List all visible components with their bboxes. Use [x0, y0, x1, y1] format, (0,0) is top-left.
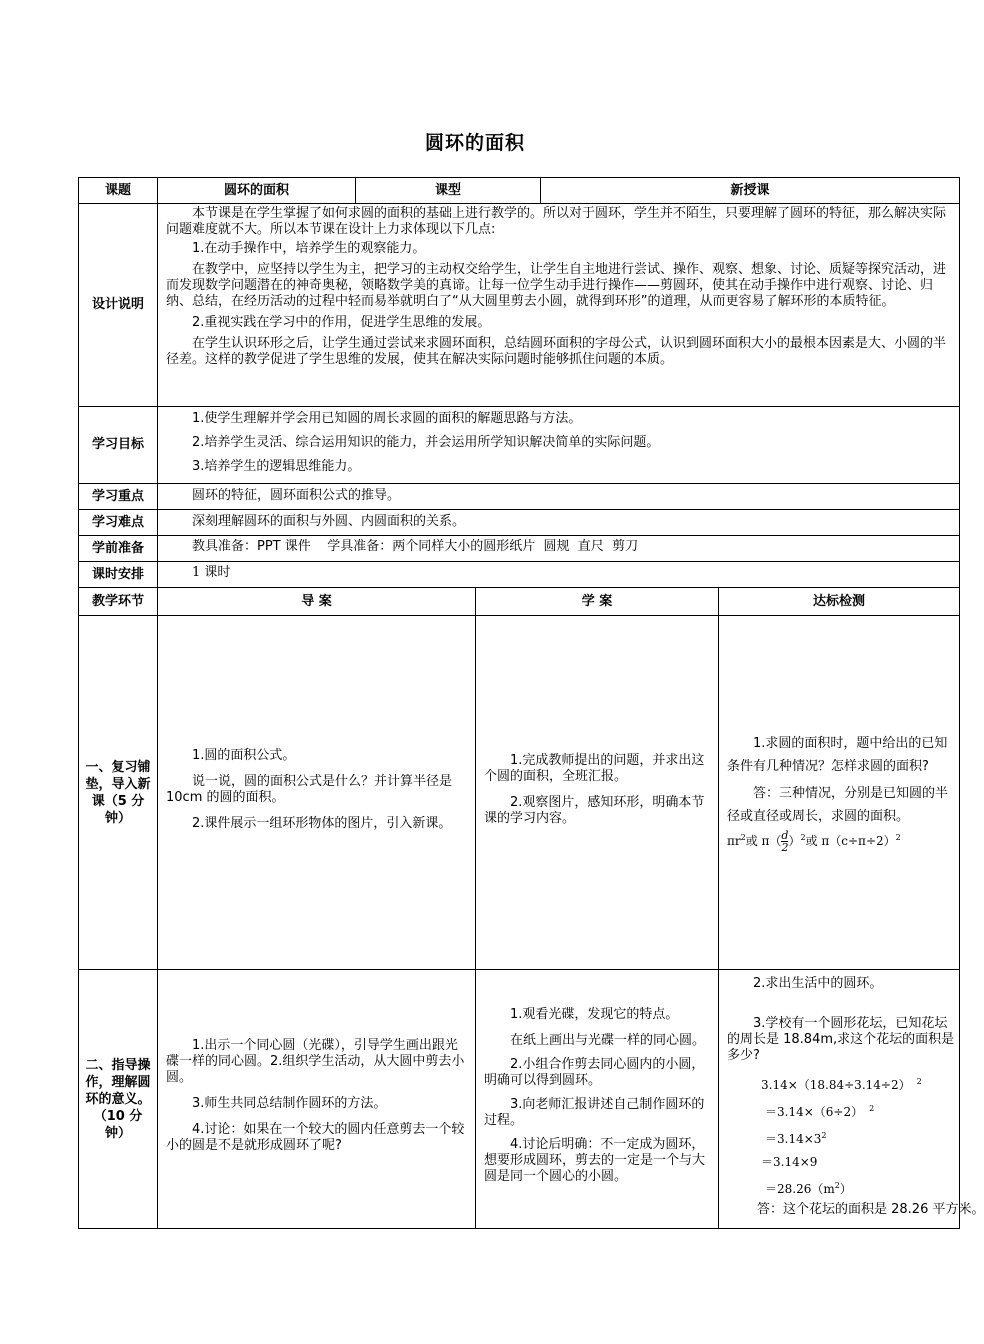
page-title: 圆环的面积	[424, 132, 525, 154]
topic-value: 圆环的面积	[157, 177, 356, 204]
schedule-value: 1 课时	[192, 565, 231, 580]
stage2-study-item: 2.小组合作剪去同心圆内的小圆，明确可以得到圆环。	[484, 1057, 705, 1088]
stage1-name: 一、复习铺垫，导入新课（5 分钟）	[85, 759, 151, 826]
calc-line: ＝3.14×9	[761, 1155, 818, 1169]
design-content	[157, 203, 960, 407]
key-point-value: 圆环的特征，圆环面积公式的推导。	[192, 488, 401, 503]
goals-label: 学习目标	[78, 406, 158, 484]
calc-line: ＝3.14×（6÷2） $^2$	[765, 1104, 875, 1119]
goal-item: 1.使学生理解并学会用已知圆的周长求圆的面积的解题思路与方法。	[192, 411, 582, 426]
stage2-study-item: 在纸上画出与光碟一样的同心圆。	[510, 1033, 706, 1048]
type-value: 新授课	[540, 177, 960, 204]
difficulty-value-cell	[157, 509, 960, 536]
stage1-formula: $\pi r^2$或 π（ $\frac{d}{2}$ ）$^2$或 $\pi(c\div\pi\div 2)^2$	[727, 829, 901, 854]
calc-line: $=28.26(m^2)$	[765, 1181, 852, 1196]
design-point1-text: 在教学中，应坚持以学生为主，把学习的主动权交给学生，让学生自主地进行尝试、操作、观察、想象、讨论、质疑等探究活动，进而发现数学问题潜在的神奇奥秘，领略数学美的真谛。让每一位学生动手进行操作——剪圆环，使其在动手操作中进行观察、讨论、归纳、总结，在经历活动的过程中轻而易举就明白了“从大圆里剪去小圆，就得到环形”的道理，从而更容易了解环形的本质特征。	[166, 262, 947, 309]
stage1-test-cell	[718, 615, 960, 970]
stage1-guide-item: 说一说，圆的面积公式是什么？并计算半径是 10cm 的圆的面积。	[166, 773, 453, 805]
calc-line: $=3.14\times 3^2$	[765, 1131, 827, 1146]
design-point2: 2.重视实践在学习中的作用，促进学生思维的发展。	[192, 315, 491, 330]
difficulty-label: 学习难点	[78, 509, 158, 536]
stage2-study-item: 1.观看光碟，发现它的特点。	[510, 1007, 679, 1022]
stage2-guide-item: 4.讨论：如果在一个较大的圆内任意剪去一个较小的圆是不是就形成圆环了呢?	[166, 1122, 465, 1153]
stage1-guide-item: 1.圆的面积公式。	[192, 747, 296, 763]
stage2-test-question-1: 2.求出生活中的圆环。	[753, 976, 883, 991]
topic-label: 课题	[78, 177, 158, 204]
col-test-header: 达标检测	[718, 587, 960, 616]
stage2-study-cell	[475, 969, 719, 1229]
type-label: 课型	[355, 177, 541, 204]
stage1-guide-cell	[157, 615, 476, 970]
key-point-value-cell	[157, 483, 960, 510]
stage2-guide-item: 1.出示一个同心圆（光碟），引导学生画出跟光碟一样的同心圆。2.组织学生活动，从大圆中剪去小圆。	[166, 1038, 465, 1085]
stage2-study-item: 4.讨论后明确：不一定成为圆环，想要形成圆环，剪去的一定是一个与大圆是同一个圆心的小圆。	[484, 1137, 706, 1184]
goal-item: 2.培养学生灵活、综合运用知识的能力，并会运用所学知识解决简单的实际问题。	[192, 435, 660, 450]
prep-value-cell	[157, 535, 960, 562]
goal-item: 3.培养学生的逻辑思维能力。	[192, 459, 361, 474]
stage2-name: 二、指导操作，理解圆环的意义。（10 分钟）	[85, 1057, 151, 1141]
stage2-calculation	[727, 1070, 957, 1201]
goals-content	[157, 406, 960, 484]
col-stage-header: 教学环节	[78, 587, 158, 616]
stage1-study-item: 1.完成教师提出的问题，并求出这个圆的面积，全班汇报。	[484, 752, 705, 784]
stage2-study-item: 3.向老师汇报讲述自己制作圆环的过程。	[484, 1097, 705, 1128]
stage1-name-cell	[78, 615, 158, 970]
stage1-study-cell	[475, 615, 719, 970]
stage2-test-cell	[718, 969, 984, 1229]
stage2-guide-cell	[157, 969, 476, 1229]
fraction-d-over-2: $\frac{d}{2}$	[781, 829, 789, 854]
schedule-label: 课时安排	[78, 561, 158, 588]
design-label: 设计说明	[78, 203, 158, 407]
stage2-test-question-2: 3.学校有一个圆形花坛，已知花坛的周长是 18.84m,求这个花坛的面积是多少?	[727, 1016, 955, 1063]
stage2-guide-item: 3.师生共同总结制作圆环的方法。	[192, 1096, 387, 1111]
stage1-test-question: 1.求圆的面积时，题中给出的已知条件有几种情况？怎样求圆的面积?	[727, 736, 948, 774]
stage1-study-item: 2.观察图片，感知环形，明确本节课的学习内容。	[484, 794, 705, 826]
design-point2-text: 在学生认识环形之后，让学生通过尝试来求圆环面积，总结圆环面积的字母公式，认识到圆环面积大小的最根本因素是大、小圆的半径差。这样的教学促进了学生思维的发展，使其在解决实际问题时能够抓住问题的本质。	[166, 336, 947, 367]
stage1-guide-item: 2.课件展示一组环形物体的图片，引入新课。	[192, 815, 452, 831]
schedule-value-cell	[157, 561, 960, 588]
key-point-label: 学习重点	[78, 483, 158, 510]
design-point1: 1.在动手操作中，培养学生的观察能力。	[192, 241, 426, 256]
calc-line: 3.14×（18.84÷3.14÷2） $^2$	[761, 1077, 922, 1092]
difficulty-value: 深刻理解圆环的面积与外圆、内圆面积的关系。	[192, 514, 466, 529]
stage1-test-answer: 答：三种情况，分别是已知圆的半径或直径或周长，求圆的面积。	[727, 786, 949, 824]
stage2-name-cell	[78, 969, 158, 1229]
col-study-header: 学 案	[475, 587, 719, 616]
stage2-answer: 答：这个花坛的面积是 28.26 平方米。	[757, 1202, 984, 1217]
prep-value: 教具准备：PPT 课件 学具准备：两个同样大小的圆形纸片 圆规 直尺 剪刀	[192, 539, 639, 554]
prep-label: 学前准备	[78, 535, 158, 562]
design-intro: 本节课是在学生掌握了如何求圆的面积的基础上进行教学的。所以对于圆环，学生并不陌生，只要理解了圆环的特征，那么解决实际问题难度就不大。所以本节课在设计上力求体现以下几点:	[166, 206, 947, 237]
col-guide-header: 导 案	[157, 587, 476, 616]
